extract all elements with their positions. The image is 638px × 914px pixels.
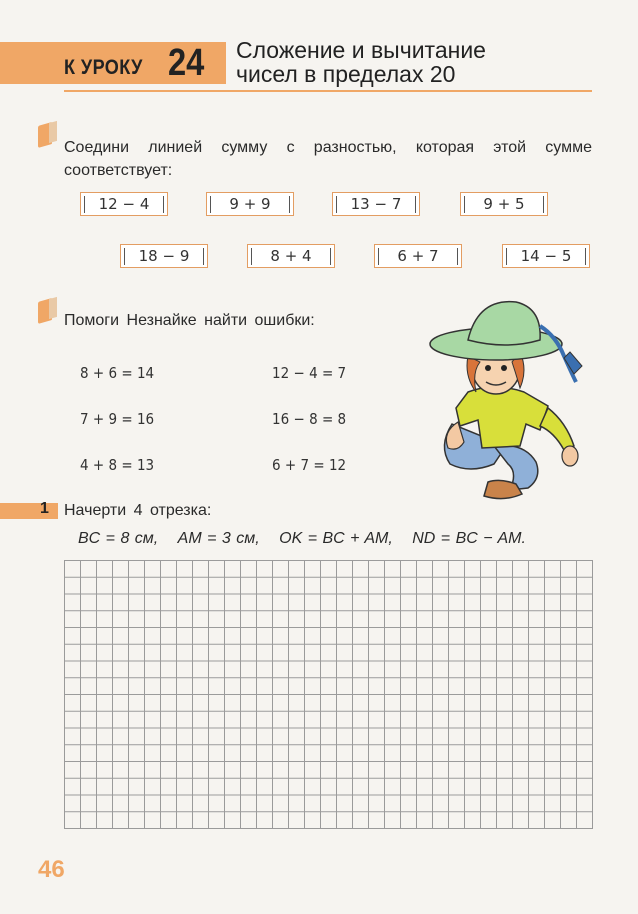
expression-box[interactable] xyxy=(460,192,548,216)
expression-box[interactable] xyxy=(332,192,420,216)
equation: 4 + 8 = 13 xyxy=(80,456,155,474)
expression-text: 8 + 4 xyxy=(270,247,312,265)
expression-text: 12 − 4 xyxy=(98,195,150,213)
segment-bc: BC = 8 см, xyxy=(78,530,159,547)
equation: 8 + 6 = 14 xyxy=(80,364,155,382)
task-number: 1 xyxy=(40,500,49,517)
exercise2-instruction: Помоги Незнайке найти ошибки: xyxy=(64,312,315,329)
equation: 12 − 4 = 7 xyxy=(272,364,347,382)
expression-text: 14 − 5 xyxy=(520,247,572,265)
task1-instruction: Начерти 4 отрезка: xyxy=(64,502,212,519)
expression-text: 18 − 9 xyxy=(138,247,190,265)
expression-box[interactable] xyxy=(80,192,168,216)
equation: 7 + 9 = 16 xyxy=(80,410,155,428)
book-icon xyxy=(38,120,58,146)
lesson-number: 24 xyxy=(168,42,205,84)
neznaika-illustration xyxy=(424,296,594,508)
segment-ok: OK = BC + AM, xyxy=(279,530,393,547)
lesson-label: К УРОКУ xyxy=(64,56,143,79)
header-divider xyxy=(64,90,592,92)
expression-box[interactable] xyxy=(374,244,462,268)
expression-box[interactable] xyxy=(120,244,208,268)
drawing-grid[interactable] xyxy=(64,560,593,829)
task-number-badge xyxy=(0,503,58,519)
expression-box[interactable] xyxy=(206,192,294,216)
title-line-1: Сложение и вычитание xyxy=(236,37,486,63)
expression-text: 13 − 7 xyxy=(350,195,402,213)
title-line-2: чисел в пределах 20 xyxy=(236,61,456,87)
page-title xyxy=(236,38,486,86)
page-number: 46 xyxy=(38,856,65,883)
expression-box[interactable] xyxy=(502,244,590,268)
segment-nd: ND = BC − AM. xyxy=(412,530,526,547)
segment-definitions xyxy=(78,530,540,548)
segment-am: AM = 3 см, xyxy=(177,530,260,547)
equation: 16 − 8 = 8 xyxy=(272,410,347,428)
book-icon xyxy=(38,296,58,322)
expression-box[interactable] xyxy=(247,244,335,268)
equation: 6 + 7 = 12 xyxy=(272,456,347,474)
exercise1-instruction: Соедини линией сумму с разностью, которая этой сумме соответствует: xyxy=(64,139,592,179)
expression-text: 6 + 7 xyxy=(397,247,439,265)
expression-text: 9 + 9 xyxy=(229,195,271,213)
expression-text: 9 + 5 xyxy=(483,195,525,213)
